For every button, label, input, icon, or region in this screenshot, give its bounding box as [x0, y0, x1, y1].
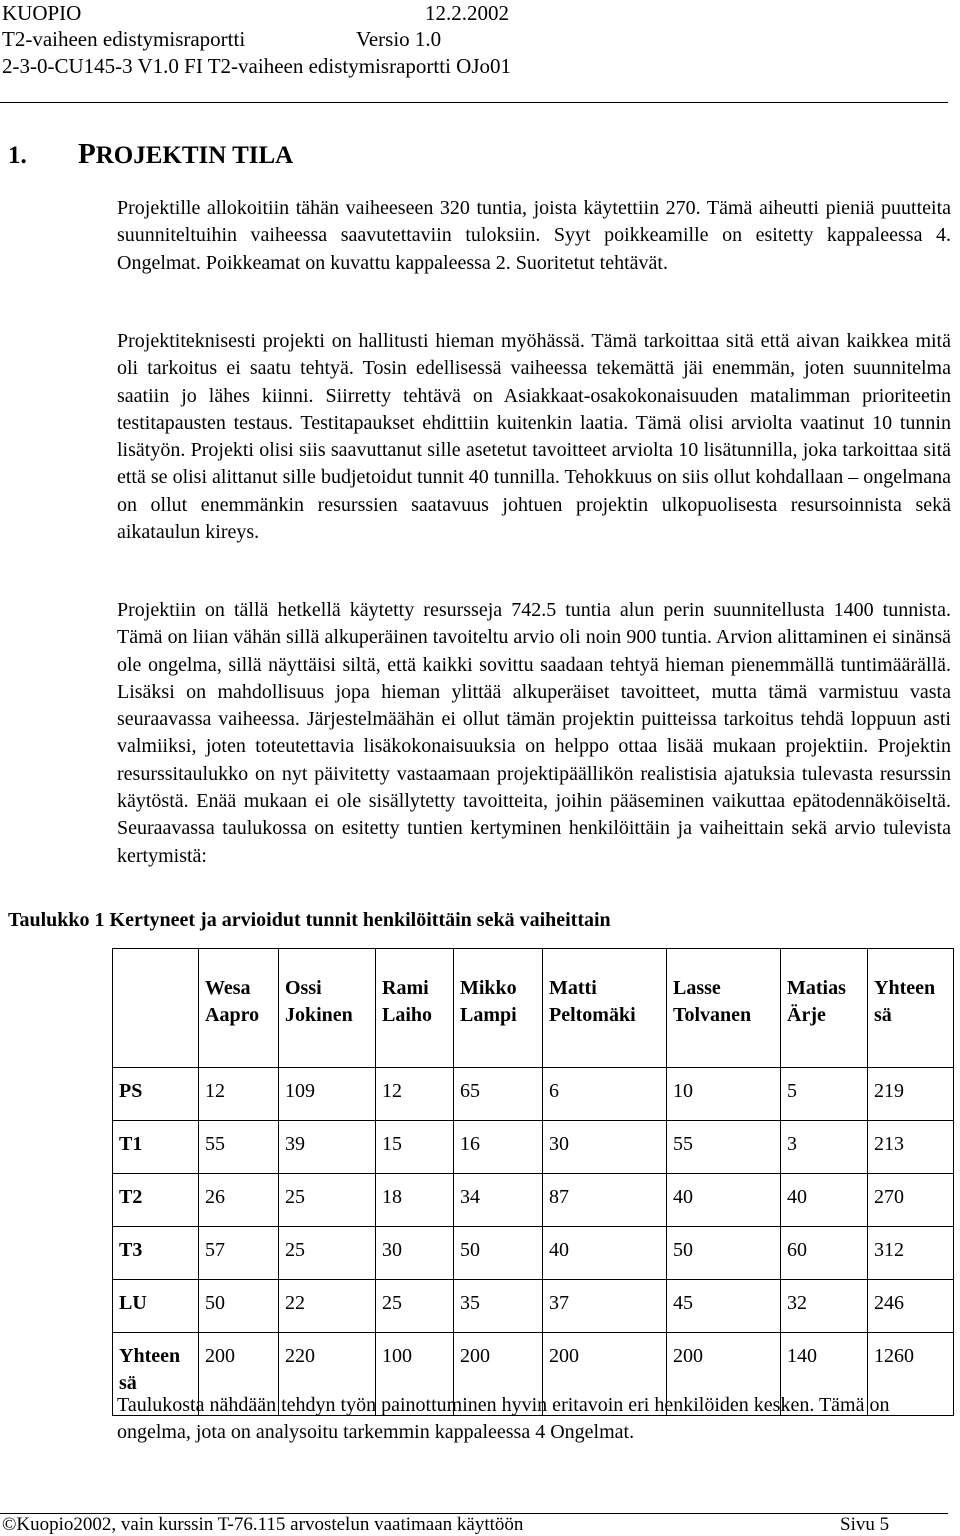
- table-row: [113, 1280, 954, 1333]
- section-title-rest: ROJEKTIN TILA: [95, 142, 294, 169]
- header-corner-cell: [113, 949, 199, 1068]
- table-cell: 65: [454, 1068, 543, 1121]
- table-row: [113, 1174, 954, 1227]
- table-cell: 10: [667, 1068, 781, 1121]
- row-header: LU: [113, 1280, 199, 1333]
- table-cell: 109: [279, 1068, 376, 1121]
- table-cell: 12: [376, 1068, 454, 1121]
- header-date: 12.2.2002: [425, 1, 509, 25]
- table-cell: 3: [781, 1121, 868, 1174]
- paragraph-2: Projektiteknisesti projekti on hallitusti hieman myöhässä. Tämä tarkoittaa sitä että aivan kaikkea mitä oli tarkoitus ei saatu tehtyä. Tosin edellisessä vaiheessa tekemättä jäi enemmän, joten suunnitelma saatiin jo lähes kiinni. Siirretty tehtävä on Asiakkaat-osakokonaisuuden matalimman prioriteetin testitapausten testaus. Testitapaukset ehdittiin kuitenkin laatia. Tämä olisi arviolta vaatinut 10 tunnin lisätyön. Projekti olisi siis saavuttanut sille asetetut tavoitteet arviolta 10 lisätunnilla, joka tarkoittaa sitä että se olisi alittanut sille budjetoidut tunnit 40 tunnilla. Tehokkuus on siis ollut kohdallaan – ongelmana on ollut enemmänkin resurssien saatavuus johtuen projektin ulkopuolisesta resursoinnista sekä aikataulun kireys.: [117, 330, 951, 544]
- column-header: Ossi Jokinen: [279, 949, 376, 1068]
- table-cell: 34: [454, 1174, 543, 1227]
- table-cell: 45: [667, 1280, 781, 1333]
- table-cell: 200: [667, 1333, 781, 1416]
- table-cell: 87: [543, 1174, 667, 1227]
- column-header: Rami Laiho: [376, 949, 454, 1068]
- row-header: T2: [113, 1174, 199, 1227]
- table-cell: 50: [199, 1280, 279, 1333]
- row-header: T1: [113, 1121, 199, 1174]
- column-header: Yhteen sä: [868, 949, 954, 1068]
- row-header: T3: [113, 1227, 199, 1280]
- table-cell: 270: [868, 1174, 954, 1227]
- table-cell: 16: [454, 1121, 543, 1174]
- table-cell: 55: [199, 1121, 279, 1174]
- footer-page-number: Sivu 5: [840, 1514, 890, 1535]
- table-cell: 219: [868, 1068, 954, 1121]
- table-cell: 26: [199, 1174, 279, 1227]
- table-cell: 32: [781, 1280, 868, 1333]
- section-number: 1.: [8, 142, 27, 169]
- closing-paragraph: Taulukosta nähdään tehdyn työn painottuminen hyvin eritavoin eri henkilöiden kesken. Tämä on ongelma, jota on analysoitu tarkemmin kappaleessa 4 Ongelmat.: [117, 1394, 890, 1444]
- table-cell: 60: [781, 1227, 868, 1280]
- hours-table: [112, 948, 954, 1416]
- column-header: Matias Ärje: [781, 949, 868, 1068]
- table-cell: 6: [543, 1068, 667, 1121]
- table-cell: 25: [279, 1227, 376, 1280]
- header-rule: [0, 102, 948, 103]
- section-heading: [8, 138, 293, 171]
- header-doc-title: T2-vaiheen edistymisraportti: [2, 27, 246, 51]
- table-cell: 37: [543, 1280, 667, 1333]
- table-cell: 57: [199, 1227, 279, 1280]
- section-title-initial: P: [78, 138, 96, 170]
- table-cell: 40: [781, 1174, 868, 1227]
- table-row: [113, 1068, 954, 1121]
- table-cell: 50: [667, 1227, 781, 1280]
- table-cell: 35: [454, 1280, 543, 1333]
- table-cell: 30: [376, 1227, 454, 1280]
- table-cell: 12: [199, 1068, 279, 1121]
- table-caption: Taulukko 1 Kertyneet ja arvioidut tunnit henkilöittäin sekä vaiheittain: [8, 909, 611, 931]
- table-cell: 213: [868, 1121, 954, 1174]
- header-version: Versio 1.0: [356, 27, 442, 51]
- table-cell: 200: [454, 1333, 543, 1416]
- header-doc-id: 2-3-0-CU145-3 V1.0 FI T2-vaiheen edistymisraportti OJo01: [2, 54, 511, 78]
- table-row: [113, 1121, 954, 1174]
- table-cell: 246: [868, 1280, 954, 1333]
- table-header-row: [113, 949, 954, 1068]
- table-cell: 25: [279, 1174, 376, 1227]
- column-header: Lasse Tolvanen: [667, 949, 781, 1068]
- table-cell: 5: [781, 1068, 868, 1121]
- table-cell: 30: [543, 1121, 667, 1174]
- table-cell: 220: [279, 1333, 376, 1416]
- footer-copyright: ©Kuopio2002, vain kurssin T-76.115 arvostelun vaatimaan käyttöön: [2, 1514, 524, 1535]
- table-cell: 25: [376, 1280, 454, 1333]
- table-cell: 55: [667, 1121, 781, 1174]
- row-header: Yhteen sä: [113, 1333, 199, 1416]
- table-row: [113, 1227, 954, 1280]
- table-cell: 100: [376, 1333, 454, 1416]
- table-cell: 15: [376, 1121, 454, 1174]
- row-header: PS: [113, 1068, 199, 1121]
- table-cell: 22: [279, 1280, 376, 1333]
- table-cell: 1260: [868, 1333, 954, 1416]
- table-cell: 18: [376, 1174, 454, 1227]
- table-cell: 312: [868, 1227, 954, 1280]
- paragraph-1: Projektille allokoitiin tähän vaiheeseen 320 tuntia, joista käytettiin 270. Tämä aiheutti pieniä puutteita suunniteltuihin vaiheessa saavutettaviin tuloksiin. Syyt poikkeamille on esitetty kappaleessa 4. Ongelmat. Poikkeamat on kuvattu kappaleessa 2. Suoritetut tehtävät.: [117, 197, 951, 274]
- table-cell: 140: [781, 1333, 868, 1416]
- table-cell: 50: [454, 1227, 543, 1280]
- column-header: Mikko Lampi: [454, 949, 543, 1068]
- table-cell: 40: [667, 1174, 781, 1227]
- column-header: Wesa Aapro: [199, 949, 279, 1068]
- column-header: Matti Peltomäki: [543, 949, 667, 1068]
- table-cell: 40: [543, 1227, 667, 1280]
- table-cell: 39: [279, 1121, 376, 1174]
- header-org: KUOPIO: [2, 1, 82, 25]
- table-cell: 200: [543, 1333, 667, 1416]
- paragraph-3: Projektiin on tällä hetkellä käytetty resursseja 742.5 tuntia alun perin suunnitellusta 1400 tunnista. Tämä on liian vähän sillä alkuperäinen tavoiteltu arvio oli noin 900 tuntia. Arvion alittaminen ei sinänsä ole ongelma, sillä näyttäisi siltä, että kaikki sovittu saadaan tehtyä hieman pienemmällä tuntimäärällä. Lisäksi on mahdollisuus jopa hieman ylittää alkuperäiset tavoitteet, mutta tämä varmistuu vasta seuraavassa vaiheessa. Järjestelmäähän ei ollut tämän projektin puitteissa tarkoitus tehdä loppuun asti valmiiksi, joten toteutettavia lisäkokonaisuuksia on helppo ottaa lisää mukaan projektiin. Projektin resurssitaulukko on nyt päivitetty vastaamaan projektipäällikön realistisia ajatuksia tulevasta resurssin käytöstä. Enää mukaan ei ole sisällytetty tavoitteita, joihin pääseminen vaikuttaa epätodennäköiseltä. Seuraavassa taulukossa on esitetty tuntien kertyminen henkilöittäin ja vaiheittain sekä arvio tulevista kertymistä:: [117, 599, 951, 867]
- table-cell: 200: [199, 1333, 279, 1416]
